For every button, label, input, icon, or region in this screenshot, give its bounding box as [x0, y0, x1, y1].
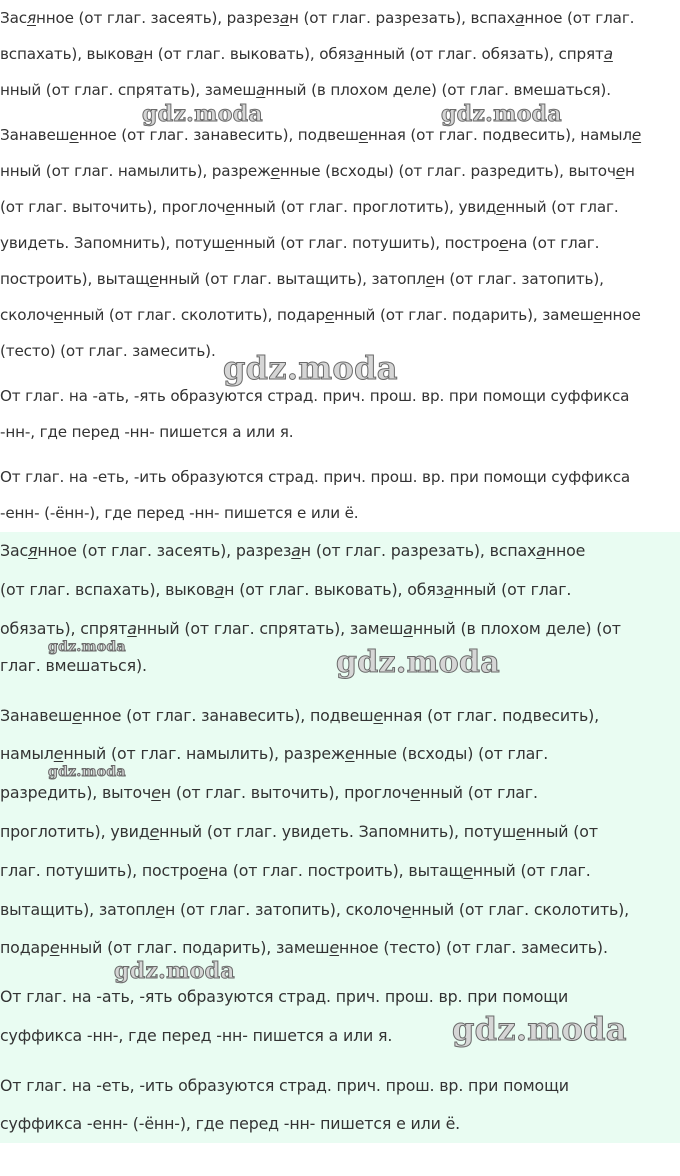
text-line: увидеть. Запомнить), потушенный (от глаг. потушить), построена (от глаг. [0, 234, 600, 252]
text-line: намыленный (от глаг. намылить), разреженные (всходы) (от глаг. [0, 744, 549, 763]
text-line: вытащить), затоплен (от глаг. затопить), сколоченный (от глаг. сколотить), [0, 900, 630, 919]
text-line: подаренный (от глаг. подарить), замешенное (тесто) (от глаг. замесить). [0, 938, 608, 957]
rule-line: -енн- (-ённ-), где перед -нн- пишется е или ё. [0, 504, 359, 522]
watermark: gdz.moda [441, 101, 562, 127]
rule-line: От глаг. на -ать, -ять образуются страд. прич. прош. вр. при помощи суффикса [0, 387, 630, 405]
watermark: gdz.moda [48, 764, 126, 780]
text-line: обязать), спрятанный (от глаг. спрятать), замешанный (в плохом деле) (от [0, 619, 621, 638]
text-line: глаг. вмешаться). [0, 656, 147, 675]
text-line: нный (от глаг. спрятать), замешанный (в плохом деле) (от глаг. вмешаться). [0, 81, 611, 99]
text-line: сколоченный (от глаг. сколотить), подаренный (от глаг. подарить), замешенное [0, 306, 641, 324]
watermark: gdz.moda [223, 349, 398, 387]
text-line: проглотить), увиденный (от глаг. увидеть. Запомнить), потушенный (от [0, 822, 598, 841]
text-line: (от глаг. вспахать), выкован (от глаг. выковать), обязанный (от глаг. [0, 580, 572, 599]
text-line: построить), вытащенный (от глаг. вытащить), затоплен (от глаг. затопить), [0, 270, 604, 288]
text-line: нный (от глаг. намылить), разреженные (всходы) (от глаг. разредить), выточен [0, 162, 635, 180]
rule-line: От глаг. на -еть, -ить образуются страд. прич. прош. вр. при помощи [0, 1076, 569, 1095]
rule-line: суффикса -нн-, где перед -нн- пишется а или я. [0, 1026, 393, 1045]
answer-block-highlighted [0, 532, 680, 1143]
text-line: разредить), выточен (от глаг. выточить), проглоченный (от глаг. [0, 783, 538, 802]
text-line: Занавешенное (от глаг. занавесить), подвешенная (от глаг. подвесить), [0, 706, 600, 725]
text-line: Занавешенное (от глаг. занавесить), подвешенная (от глаг. подвесить), намыле [0, 126, 642, 144]
text-line: Засянное (от глаг. засеять), разрезан (от глаг. разрезать), вспаханное [0, 541, 586, 560]
text-line: Засянное (от глаг. засеять), разрезан (от глаг. разрезать), вспаханное (от глаг. [0, 9, 635, 27]
watermark: gdz.moda [452, 1010, 627, 1048]
rule-line: От глаг. на -ать, -ять образуются страд. прич. прош. вр. при помощи [0, 987, 569, 1006]
text-line: (от глаг. выточить), проглоченный (от глаг. проглотить), увиденный (от глаг. [0, 198, 619, 216]
watermark: gdz.moda [114, 958, 235, 984]
rule-line: От глаг. на -еть, -ить образуются страд. прич. прош. вр. при помощи суффикса [0, 468, 631, 486]
text-line: (тесто) (от глаг. замесить). [0, 342, 216, 360]
text-line: вспахать), выкован (от глаг. выковать), обязанный (от глаг. обязать), спрята [0, 45, 613, 63]
watermark: gdz.moda [142, 101, 263, 127]
watermark: gdz.moda [336, 645, 501, 680]
answer-block-original [0, 0, 680, 532]
rule-line: суффикса -енн- (-ённ-), где перед -нн- пишется е или ё. [0, 1114, 461, 1133]
rule-line: -нн-, где перед -нн- пишется а или я. [0, 423, 294, 441]
text-line: глаг. потушить), построена (от глаг. построить), вытащенный (от глаг. [0, 861, 591, 880]
watermark: gdz.moda [48, 639, 126, 655]
